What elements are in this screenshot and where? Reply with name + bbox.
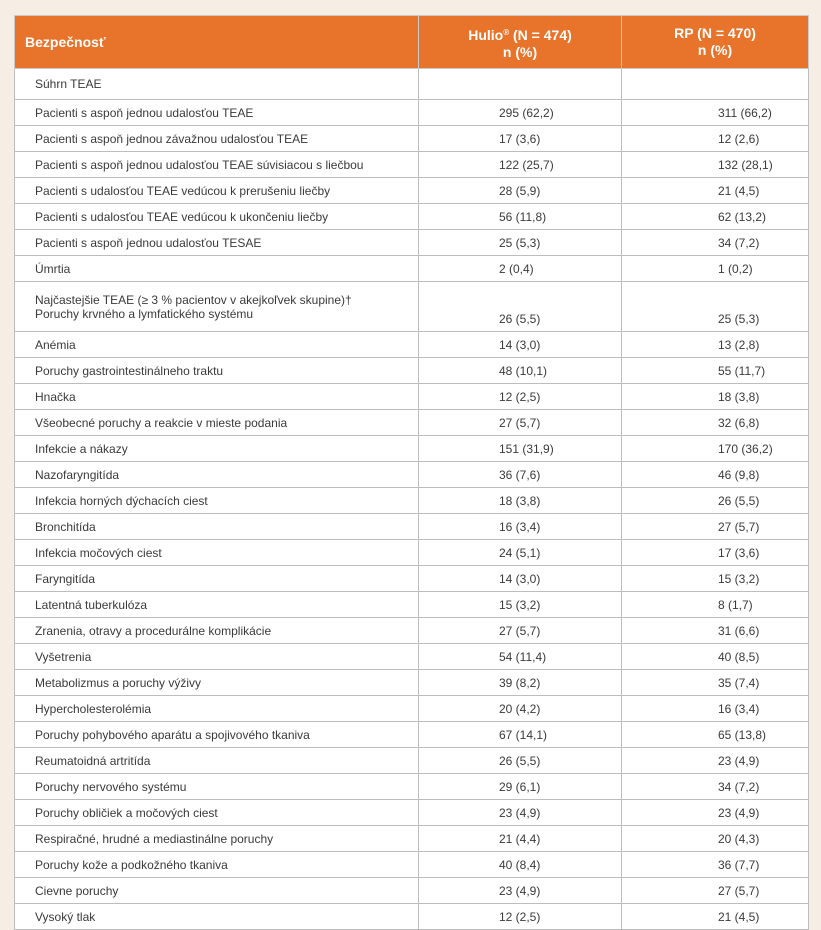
hulio-value: 295 (62,2) — [419, 100, 622, 126]
rp-value: 21 (4,5) — [622, 178, 809, 204]
rp-value: 65 (13,8) — [622, 722, 809, 748]
rp-value: 55 (11,7) — [622, 358, 809, 384]
row-label: Všeobecné poruchy a reakcie v mieste podania — [15, 410, 419, 436]
row-label: Poruchy nervového systému — [15, 774, 419, 800]
rp-value: 36 (7,7) — [622, 852, 809, 878]
hulio-value: 26 (5,5) — [419, 282, 622, 332]
hulio-value: 54 (11,4) — [419, 644, 622, 670]
hulio-value: 25 (5,3) — [419, 230, 622, 256]
row-label: Faryngitída — [15, 566, 419, 592]
summary-rp-cell — [622, 69, 809, 100]
hulio-value: 151 (31,9) — [419, 436, 622, 462]
hulio-value: 122 (25,7) — [419, 152, 622, 178]
rp-value: 46 (9,8) — [622, 462, 809, 488]
rp-value: 311 (66,2) — [622, 100, 809, 126]
row-label: Hypercholesterolémia — [15, 696, 419, 722]
rp-value: 20 (4,3) — [622, 826, 809, 852]
table-row-common-teae — [15, 282, 809, 332]
hulio-value: 67 (14,1) — [419, 722, 622, 748]
header-hulio — [419, 16, 622, 69]
rp-value: 23 (4,9) — [622, 800, 809, 826]
common-teae-category: Poruchy krvného a lymfatického systému — [35, 306, 254, 321]
row-label: Nazofaryngitída — [15, 462, 419, 488]
rp-value: 62 (13,2) — [622, 204, 809, 230]
rp-value: 25 (5,3) — [622, 282, 809, 332]
table-row — [15, 152, 809, 178]
hulio-value: 48 (10,1) — [419, 358, 622, 384]
summary-hulio-cell — [419, 69, 622, 100]
table-row — [15, 826, 809, 852]
hulio-value: 27 (5,7) — [419, 618, 622, 644]
table-row — [15, 204, 809, 230]
header-safety: Bezpečnosť — [15, 16, 419, 69]
header-hulio-n: (N = 474) — [509, 26, 572, 43]
rp-value: 13 (2,8) — [622, 332, 809, 358]
hulio-value: 17 (3,6) — [419, 126, 622, 152]
table-row — [15, 592, 809, 618]
table-row — [15, 540, 809, 566]
table-row — [15, 696, 809, 722]
rp-value: 27 (5,7) — [622, 878, 809, 904]
row-label: Hnačka — [15, 384, 419, 410]
table-row — [15, 230, 809, 256]
hulio-value: 20 (4,2) — [419, 696, 622, 722]
hulio-value: 16 (3,4) — [419, 514, 622, 540]
header-hulio-unit: n (%) — [502, 43, 538, 60]
hulio-value: 14 (3,0) — [419, 566, 622, 592]
hulio-value: 2 (0,4) — [419, 256, 622, 282]
row-label: Pacienti s aspoň jednou udalosťou TESAE — [15, 230, 419, 256]
rp-value: 21 (4,5) — [622, 904, 809, 930]
rp-value: 12 (2,6) — [622, 126, 809, 152]
table-row — [15, 566, 809, 592]
table-row-summary — [15, 69, 809, 100]
rp-value: 27 (5,7) — [622, 514, 809, 540]
table-row — [15, 100, 809, 126]
row-label: Pacienti s udalosťou TEAE vedúcou k ukončeniu liečby — [15, 204, 419, 230]
table-row — [15, 618, 809, 644]
row-label: Poruchy gastrointestinálneho traktu — [15, 358, 419, 384]
summary-label: Súhrn TEAE — [15, 69, 419, 100]
table-row — [15, 462, 809, 488]
hulio-value: 56 (11,8) — [419, 204, 622, 230]
table-row — [15, 904, 809, 930]
header-rp-unit: n (%) — [697, 42, 733, 58]
row-label: Poruchy obličiek a močových ciest — [15, 800, 419, 826]
row-label: Bronchitída — [15, 514, 419, 540]
hulio-value: 36 (7,6) — [419, 462, 622, 488]
row-label: Vysoký tlak — [15, 904, 419, 930]
table-row — [15, 384, 809, 410]
header-rp-name: RP (N = 470) — [674, 25, 756, 41]
table-row — [15, 722, 809, 748]
hulio-value: 14 (3,0) — [419, 332, 622, 358]
header-hulio-registered: ® — [503, 27, 510, 37]
header-rp — [622, 16, 809, 69]
rp-value: 15 (3,2) — [622, 566, 809, 592]
rp-value: 17 (3,6) — [622, 540, 809, 566]
row-label: Anémia — [15, 332, 419, 358]
rp-value: 34 (7,2) — [622, 230, 809, 256]
hulio-value: 40 (8,4) — [419, 852, 622, 878]
rp-value: 32 (6,8) — [622, 410, 809, 436]
row-label: Infekcie a nákazy — [15, 436, 419, 462]
table-row — [15, 670, 809, 696]
table-row — [15, 256, 809, 282]
table-row — [15, 358, 809, 384]
row-label: Latentná tuberkulóza — [15, 592, 419, 618]
hulio-value: 27 (5,7) — [419, 410, 622, 436]
hulio-value: 23 (4,9) — [419, 878, 622, 904]
hulio-value: 24 (5,1) — [419, 540, 622, 566]
hulio-value: 21 (4,4) — [419, 826, 622, 852]
rp-value: 23 (4,9) — [622, 748, 809, 774]
table-row — [15, 332, 809, 358]
row-label: Zranenia, otravy a procedurálne komplikácie — [15, 618, 419, 644]
row-label: Pacienti s aspoň jednou závažnou udalosťou TEAE — [15, 126, 419, 152]
hulio-value: 29 (6,1) — [419, 774, 622, 800]
row-label: Poruchy kože a podkožného tkaniva — [15, 852, 419, 878]
table-row — [15, 488, 809, 514]
rp-value: 26 (5,5) — [622, 488, 809, 514]
hulio-value: 26 (5,5) — [419, 748, 622, 774]
rp-value: 170 (36,2) — [622, 436, 809, 462]
header-hulio-name: Hulio — [468, 26, 504, 43]
safety-table — [14, 15, 809, 930]
rp-value: 18 (3,8) — [622, 384, 809, 410]
table-row — [15, 748, 809, 774]
table-row — [15, 852, 809, 878]
table-row — [15, 514, 809, 540]
row-label: Poruchy pohybového aparátu a spojivového tkaniva — [15, 722, 419, 748]
rp-value: 34 (7,2) — [622, 774, 809, 800]
hulio-value: 28 (5,9) — [419, 178, 622, 204]
hulio-value: 12 (2,5) — [419, 384, 622, 410]
rp-value: 31 (6,6) — [622, 618, 809, 644]
row-label: Pacienti s aspoň jednou udalosťou TEAE — [15, 100, 419, 126]
common-teae-label — [15, 282, 419, 332]
table-header-row — [15, 16, 809, 69]
row-label: Pacienti s aspoň jednou udalosťou TEAE súvisiacou s liečbou — [15, 152, 419, 178]
table-row — [15, 878, 809, 904]
row-label: Reumatoidná artritída — [15, 748, 419, 774]
hulio-value: 39 (8,2) — [419, 670, 622, 696]
common-teae-heading: Najčastejšie TEAE (≥ 3 % pacientov v akejkoľvek skupine)† — [35, 292, 352, 307]
hulio-value: 18 (3,8) — [419, 488, 622, 514]
row-label: Cievne poruchy — [15, 878, 419, 904]
row-label: Metabolizmus a poruchy výživy — [15, 670, 419, 696]
table-row — [15, 178, 809, 204]
rp-value: 132 (28,1) — [622, 152, 809, 178]
rp-value: 40 (8,5) — [622, 644, 809, 670]
table-row — [15, 774, 809, 800]
table-row — [15, 436, 809, 462]
table-row — [15, 800, 809, 826]
row-label: Úmrtia — [15, 256, 419, 282]
row-label: Vyšetrenia — [15, 644, 419, 670]
table-row — [15, 644, 809, 670]
rp-value: 35 (7,4) — [622, 670, 809, 696]
rp-value: 16 (3,4) — [622, 696, 809, 722]
row-label: Pacienti s udalosťou TEAE vedúcou k prerušeniu liečby — [15, 178, 419, 204]
hulio-value: 23 (4,9) — [419, 800, 622, 826]
row-label: Respiračné, hrudné a mediastinálne poruchy — [15, 826, 419, 852]
row-label: Infekcia močových ciest — [15, 540, 419, 566]
rp-value: 1 (0,2) — [622, 256, 809, 282]
hulio-value: 15 (3,2) — [419, 592, 622, 618]
hulio-value: 12 (2,5) — [419, 904, 622, 930]
table-row — [15, 126, 809, 152]
row-label: Infekcia horných dýchacích ciest — [15, 488, 419, 514]
rp-value: 8 (1,7) — [622, 592, 809, 618]
table-row — [15, 410, 809, 436]
